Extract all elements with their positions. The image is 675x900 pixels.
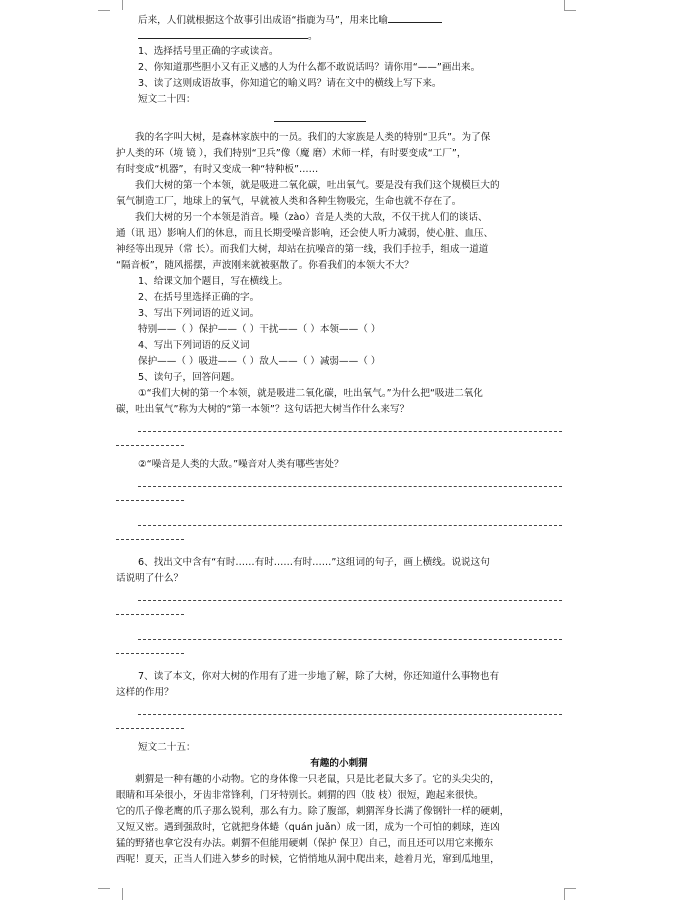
answer-line[interactable] — [116, 719, 184, 729]
question-line: 话说明了什么？ — [116, 573, 184, 584]
crop-mark — [98, 10, 110, 11]
paragraph-line: 它的爪子像老鹰的爪子那么锐利，那么有力。除了腹部，刺猬浑身长满了像钢针一样的硬刺， — [116, 806, 510, 817]
crop-mark — [110, 0, 123, 10]
title-blank[interactable] — [274, 111, 366, 122]
question-line: 1、给课文加个题目，写在横线上。 — [138, 276, 289, 287]
paragraph-line: 护人类的环（境 镜 ），我们特别“卫兵”像（魔 磨）术师一样，有时要变成“工厂”， — [116, 148, 467, 159]
section-heading: 短文二十五： — [138, 742, 196, 753]
section-heading: 短文二十四： — [138, 94, 196, 105]
paragraph-line: 有时变成“机器”，有时又变成一种“特种板”…… — [116, 164, 319, 175]
text-line: 。 — [116, 28, 562, 44]
paragraph-line: 我们大树的另一个本领是消音。噪（zào）音是人类的大敌，不仅干扰人们的谈话、 — [135, 212, 488, 223]
answer-line[interactable] — [138, 630, 562, 640]
crop-mark — [564, 10, 576, 11]
answer-line[interactable] — [116, 491, 184, 501]
paragraph-line: 眼睛和耳朵很小，牙齿非常锋利，门牙特别长。刺猬的四（肢 枝）很短，跑起来很快。 — [116, 790, 484, 801]
answer-line[interactable] — [116, 530, 184, 540]
answer-line[interactable] — [138, 477, 562, 487]
document-page — [116, 12, 562, 868]
question-line: 2、在括号里选择正确的字。 — [138, 292, 260, 303]
paragraph-line: 猛的野猪也拿它没有办法。刺猬不但能用硬刺（保护 保卫）自己，而且还可以用它来搬东 — [116, 838, 494, 849]
answer-line[interactable] — [116, 644, 184, 654]
answer-line[interactable] — [138, 422, 562, 432]
paragraph-line: 又短又密。遇到强敌时，它就把身体蜷（quán juǎn）成一团，成为一个可怕的刺球，连凶 — [116, 822, 500, 833]
paragraph-line: 我们大树的第一个本领，就是吸进二氧化碳，吐出氧气。要是没有我们这个规模巨大的 — [135, 180, 500, 191]
word-row: 保护——（ ）吸进——（ ）敌人——（ ）减弱——（ ） — [138, 356, 381, 367]
answer-line[interactable] — [116, 605, 184, 615]
crop-mark — [98, 888, 110, 889]
text-line: 后来，人们就根据这个故事引出成语“指鹿为马”，用来比喻 — [116, 12, 562, 28]
question-line: 7、读了本文，你对大树的作用有了进一步地了解，除了大树，你还知道什么事物也有 — [138, 671, 500, 682]
story-title: 有趣的小刺猬 — [310, 758, 368, 769]
crop-mark — [110, 888, 123, 900]
question-line: 5、读句子，回答问题。 — [138, 372, 241, 383]
question-line: 3、写出下列词语的近义词。 — [138, 308, 260, 319]
question-line: 4、写出下列词语的反义词 — [138, 340, 250, 351]
question-line: 2、你知道那些胆小又有正义感的人为什么都不敢说话吗？请你用“——”画出来。 — [138, 62, 481, 73]
word-row: 特别——（ ）保护——（ ）干扰——（ ）本领——（ ） — [138, 324, 381, 335]
question-line: ②“噪音是人类的大敌。”噪音对人类有哪些害处？ — [138, 459, 344, 470]
answer-blank[interactable] — [138, 28, 308, 39]
question-line: 1、选择括号里正确的字或读音。 — [138, 46, 279, 57]
question-line: 这样的作用？ — [116, 687, 174, 698]
paragraph-line: 神经等出现异（常 长）。而我们大树，却站在抗噪音的第一线，我们手拉手，组成一道道 — [116, 244, 489, 255]
answer-line[interactable] — [116, 436, 184, 446]
answer-line[interactable] — [138, 516, 562, 526]
paragraph-line: 西呢！夏天，正当人们进入梦乡的时候，它悄悄地从洞中爬出来，趁着月光，窜到瓜地里， — [116, 854, 500, 865]
paragraph-line: 氧气制造工厂，地球上的氧气，早就被人类和各种生物吸完，生命也就不存在了。 — [116, 196, 462, 207]
question-line: 6、找出文中含有“有时……有时……有时……”这组词的句子，画上横线。说说这句 — [138, 557, 490, 568]
paragraph-line: “隔音板”，随风摇摆，声波刚来就被驱散了。你看我们的本领大不大？ — [116, 260, 414, 271]
crop-mark — [564, 0, 577, 10]
question-line: ①“我们大树的第一个本领，就是吸进二氧化碳，吐出氧气。”为什么把“吸进二氧化 — [138, 388, 483, 399]
crop-mark — [564, 888, 577, 900]
answer-blank[interactable] — [388, 12, 442, 23]
answer-line[interactable] — [138, 591, 562, 601]
question-line: 3、读了这则成语故事，你知道它的喻义吗？请在文中的横线上写下来。 — [138, 78, 442, 89]
paragraph-line: 我的名字叫大树，是森林家族中的一员。我们的大家族是人类的特别“卫兵”。为了保 — [135, 132, 491, 143]
paragraph-line: 刺猬是一种有趣的小动物。它的身体像一只老鼠，只是比老鼠大多了。它的头尖尖的， — [135, 774, 500, 785]
paragraph-line: 通（讯 迅）影响人们的休息，而且长期受噪音影响，还会使人听力减弱，使心脏、血压、 — [116, 228, 494, 239]
answer-line[interactable] — [138, 705, 562, 715]
question-line: 碳，吐出氧气”称为大树的“第一本领”？这句话把大树当作什么来写？ — [116, 404, 410, 415]
crop-mark — [564, 888, 576, 889]
